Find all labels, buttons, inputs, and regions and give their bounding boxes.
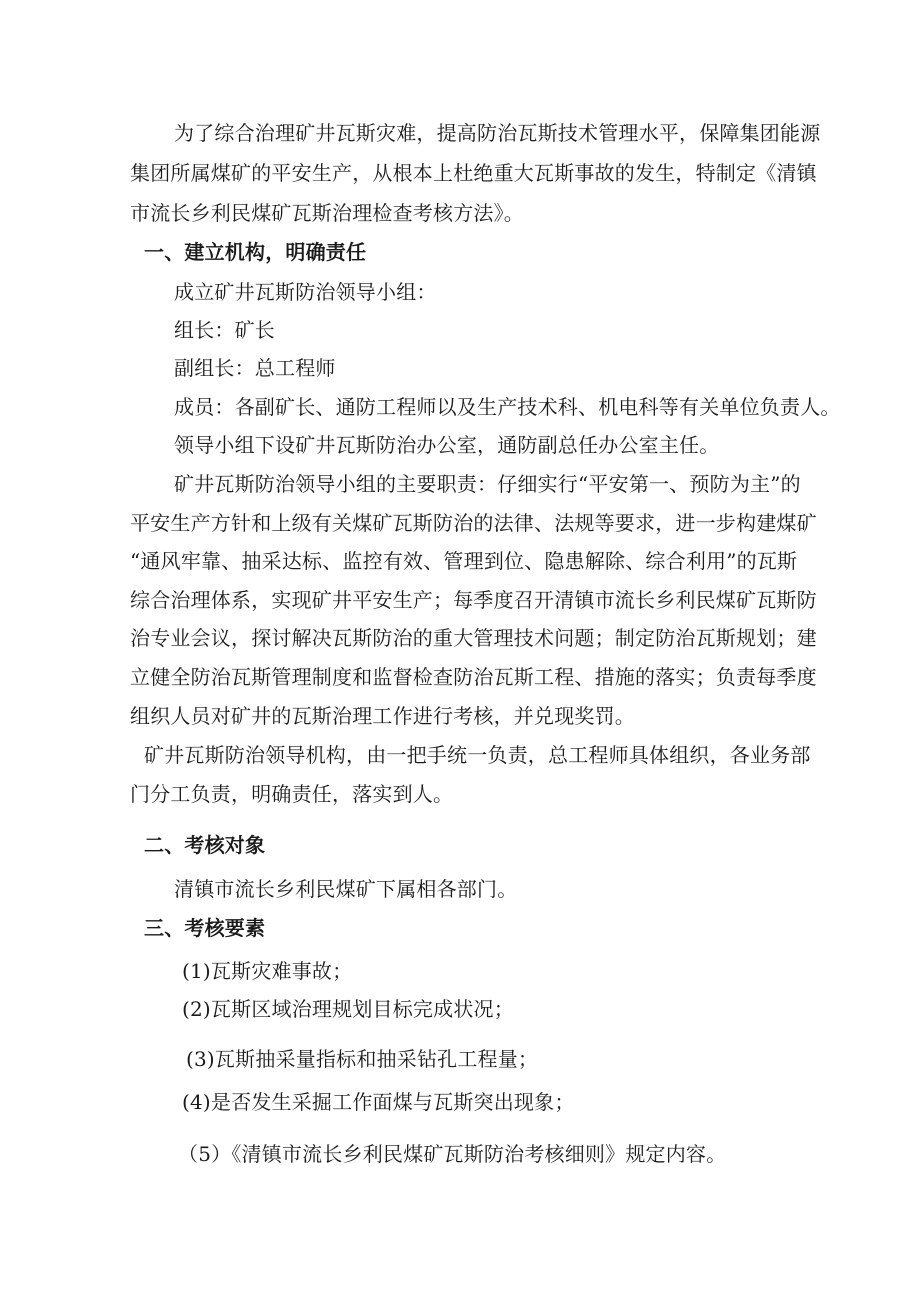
section-1-p4: 成员：各副矿长、通防工程师以及生产技术科、机电科等有关单位负责人。 — [174, 395, 841, 419]
duties-line-3: “通风牢靠、抽采达标、监控有效、管理到位、隐患解除、综合利用”的瓦斯 — [130, 549, 798, 573]
intro-line-2: 集团所属煤矿的平安生产，从根本上杜绝重大瓦斯事故的发生，特制定《清镇 — [130, 161, 817, 185]
section-3-item-5: （5）《清镇市流长乡利民煤矿瓦斯防治考核细则》规定内容。 — [178, 1142, 727, 1166]
duties-line-2: 平安生产方针和上级有关煤矿瓦斯防治的法律、法规等要求，进一步构建煤矿 — [130, 511, 817, 535]
section-2-p1: 清镇市流长乡利民煤矿下属相各部门。 — [174, 877, 518, 901]
duties-line-6: 立健全防治瓦斯管理制度和监督检查防治瓦斯工程、措施的落实；负责每季度 — [130, 665, 817, 689]
section-1-p2: 组长：矿长 — [174, 318, 275, 342]
section-1-p1: 成立矿井瓦斯防治领导小组： — [174, 280, 437, 304]
section-3-heading: 三、考核要素 — [144, 916, 266, 940]
section-1-p5: 领导小组下设矿井瓦斯防治办公室，通防副总任办公室主任。 — [174, 433, 720, 457]
section-2-heading: 二、考核对象 — [144, 833, 266, 857]
org-line-2: 门分工负责，明确责任，落实到人。 — [130, 782, 454, 806]
org-line-1: 矿井瓦斯防治领导机构，由一把手统一负责，总工程师具体组织，各业务部 — [144, 743, 811, 767]
section-3-item-3: (3)瓦斯抽采量指标和抽采钻孔工程量； — [186, 1047, 539, 1071]
duties-line-5: 治专业会议，探讨解决瓦斯防治的重大管理技术问题；制定防治瓦斯规划；建 — [130, 626, 817, 650]
section-3-item-2: (2)瓦斯区域治理规划目标完成状况； — [182, 997, 514, 1021]
section-1-heading: 一、建立机构，明确责任 — [144, 240, 367, 264]
intro-line-1: 为了综合治理矿井瓦斯灾难，提高防治瓦斯技术管理水平，保障集团能源 — [174, 121, 821, 145]
duties-line-4: 综合治理体系，实现矿井平安生产；每季度召开清镇市流长乡利民煤矿瓦斯防 — [130, 588, 817, 612]
section-3-item-1: (1)瓦斯灾难事故； — [182, 959, 353, 983]
duties-line-7: 组织人员对矿井的瓦斯治理工作进行考核，并兑现奖罚。 — [130, 704, 635, 728]
section-3-item-4: (4)是否发生采掘工作面煤与瓦斯突出现象； — [182, 1090, 575, 1114]
section-1-p3: 副组长：总工程师 — [174, 356, 336, 380]
intro-line-3: 市流长乡利民煤矿瓦斯治理检查考核方法》。 — [130, 201, 524, 225]
duties-line-1: 矿井瓦斯防治领导小组的主要职责：仔细实行“平安第一、预防为主”的 — [174, 472, 801, 496]
